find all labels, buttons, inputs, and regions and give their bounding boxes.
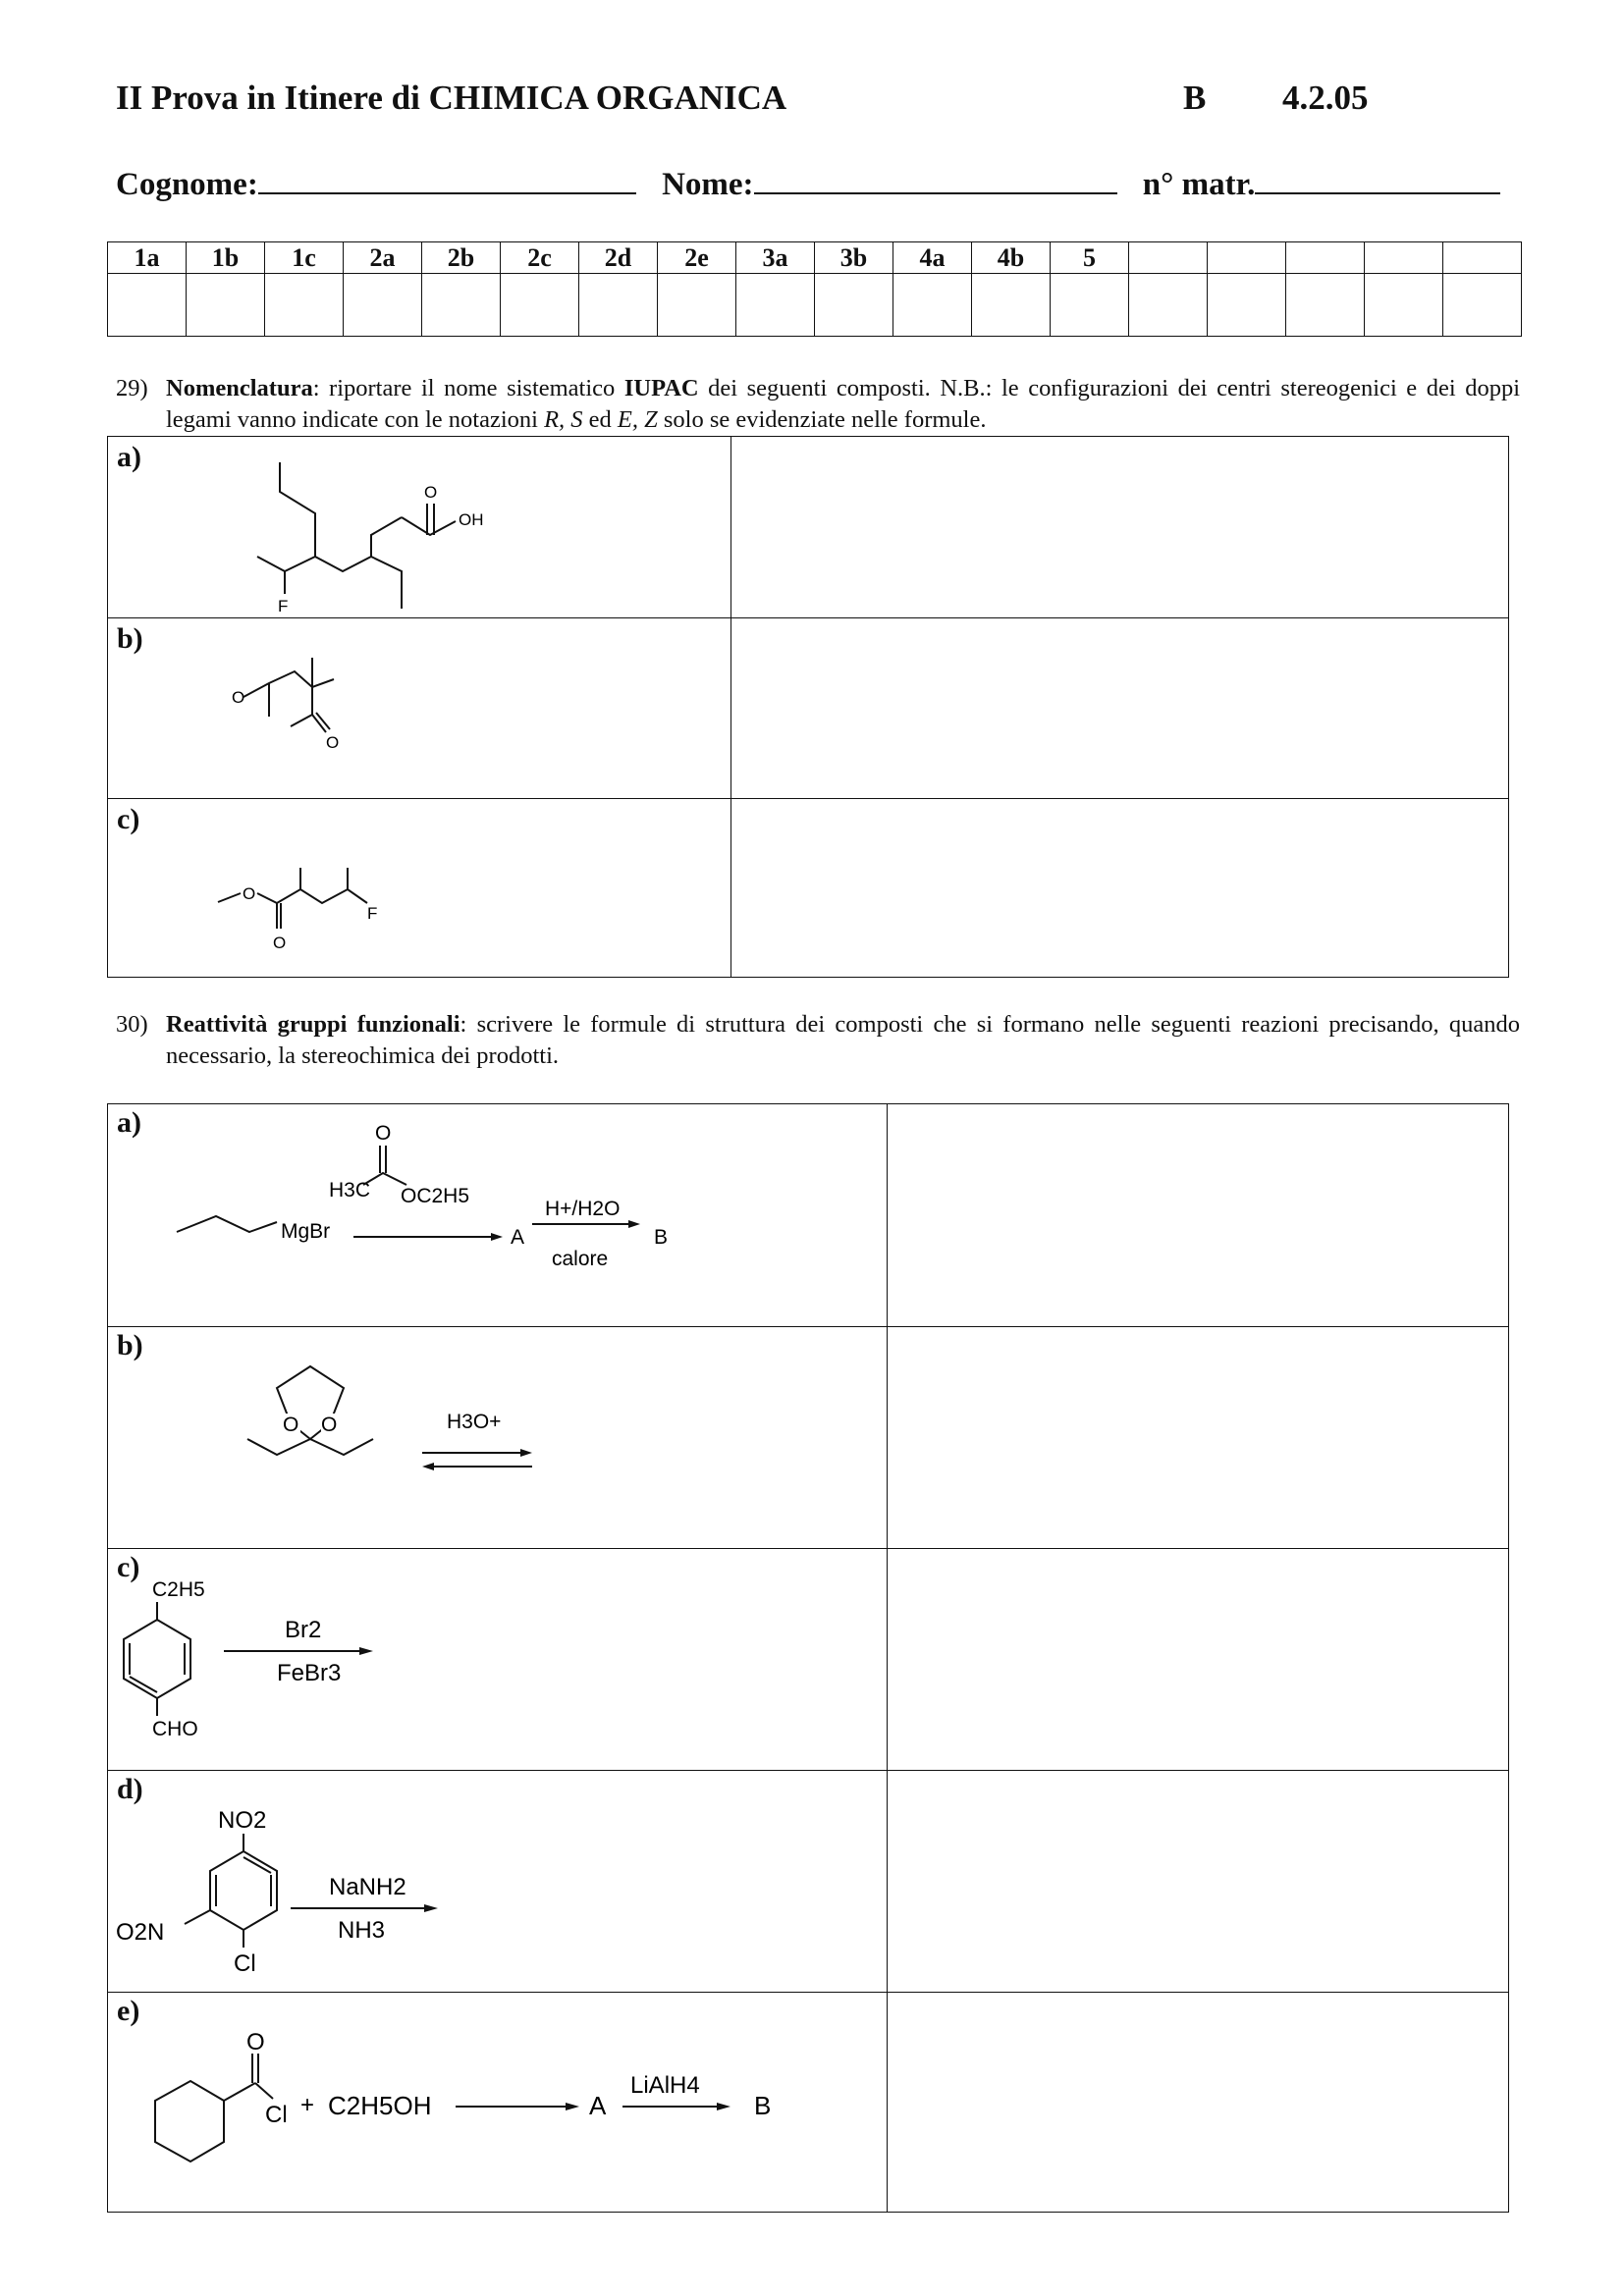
score-col: 2c	[501, 242, 579, 274]
product-b: B	[654, 1226, 669, 1249]
reagent-label: H3O+	[447, 1411, 502, 1433]
atom-label: O	[326, 733, 340, 752]
score-col	[1365, 242, 1443, 274]
question-heading: Reattività gruppi funzionali	[166, 1011, 460, 1038]
score-cell[interactable]	[1443, 274, 1522, 337]
molecule-a-structure	[236, 456, 589, 618]
score-col	[1443, 242, 1522, 274]
score-cell[interactable]	[736, 274, 815, 337]
score-cell[interactable]	[815, 274, 893, 337]
exam-date: 4.2.05	[1282, 79, 1369, 117]
score-col	[1129, 242, 1208, 274]
row-label: b)	[117, 622, 143, 655]
reaction-row-e	[108, 1992, 1508, 2214]
name-field[interactable]	[754, 188, 1117, 194]
reagent-bottom: FeBr3	[277, 1660, 342, 1686]
score-col: 2a	[344, 242, 422, 274]
question-number: 29)	[116, 375, 148, 401]
reagent-bottom: NH3	[338, 1917, 386, 1944]
nomenclature-row-a	[108, 437, 1508, 617]
atom-label: O	[424, 483, 438, 502]
matr-field[interactable]	[1255, 188, 1500, 194]
atom-label: O	[232, 688, 245, 707]
score-col: 1a	[108, 242, 187, 274]
score-cell[interactable]	[265, 274, 344, 337]
question-text: solo se evidenziate nelle formule.	[657, 406, 987, 433]
reagent-label: MgBr	[281, 1220, 331, 1243]
question-text: : riportare il nome sistematico	[312, 375, 624, 401]
student-id-line	[116, 167, 1520, 203]
score-table	[107, 241, 1522, 337]
score-cell[interactable]	[108, 274, 187, 337]
row-label: d)	[117, 1773, 143, 1805]
row-label: c)	[117, 803, 140, 835]
nomenclature-grid	[107, 436, 1509, 978]
reaction-row-b	[108, 1326, 1508, 1548]
ester-right: OC2H5	[401, 1185, 470, 1207]
score-col: 4b	[972, 242, 1051, 274]
substituent-bottom: Cl	[234, 1950, 256, 1977]
matr-label: n° matr.	[1142, 167, 1256, 202]
reaction-c-scheme	[108, 1569, 501, 1765]
atom-label: F	[278, 597, 289, 615]
question-text: dei seguenti composti. N.B.: le configurazioni dei centri stereogenici e dei doppi legami vanno indicate con le notazioni	[166, 375, 1521, 433]
acyl-chloride: Cl	[265, 2102, 288, 2128]
score-cell[interactable]	[1129, 274, 1208, 337]
reaction-d-scheme	[108, 1800, 560, 1993]
name-label: Nome:	[662, 167, 754, 202]
exam-version: B	[1183, 79, 1207, 117]
score-cell[interactable]	[1365, 274, 1443, 337]
score-cell[interactable]	[1051, 274, 1129, 337]
question-29-text	[116, 373, 1520, 436]
conditions-top: H+/H2O	[545, 1198, 621, 1220]
score-col	[1208, 242, 1286, 274]
nomenclature-row-c	[108, 798, 1508, 979]
carbonyl-o: O	[246, 2029, 265, 2056]
score-col: 5	[1051, 242, 1129, 274]
score-cell[interactable]	[972, 274, 1051, 337]
atom-label: F	[367, 904, 378, 923]
score-col: 1b	[187, 242, 265, 274]
row-label: c)	[117, 1551, 140, 1583]
plus-sign: +	[300, 2092, 315, 2118]
ring-oxygen: O	[283, 1414, 299, 1436]
conditions-bottom: calore	[552, 1248, 609, 1270]
atom-label: O	[243, 884, 256, 903]
score-col: 2b	[422, 242, 501, 274]
reaction-row-a	[108, 1104, 1508, 1326]
score-cell[interactable]	[501, 274, 579, 337]
score-cell[interactable]	[893, 274, 972, 337]
reaction-row-c	[108, 1548, 1508, 1770]
question-text: : scrivere le formule di struttura dei composti che si formano nelle seguenti reazioni precisando, quando necessario, la stereochimica dei prodotti.	[166, 1011, 1521, 1069]
row-label: b)	[117, 1329, 143, 1362]
reaction-b-scheme	[226, 1337, 776, 1533]
question-number: 30)	[116, 1011, 148, 1038]
reaction-row-d	[108, 1770, 1508, 1992]
product-a: A	[589, 2091, 607, 2120]
product-a: A	[511, 1226, 525, 1249]
surname-field[interactable]	[258, 188, 636, 194]
question-30-text	[116, 1009, 1520, 1072]
molecule-c-structure	[196, 838, 511, 966]
notation-ez: E, Z	[617, 406, 658, 433]
reaction-e-scheme	[108, 2012, 815, 2209]
ethanol: C2H5OH	[328, 2091, 432, 2120]
score-col: 1c	[265, 242, 344, 274]
row-label: e)	[117, 1995, 140, 2027]
ring-oxygen: O	[321, 1414, 338, 1436]
score-header-row	[108, 242, 1522, 274]
score-cell[interactable]	[187, 274, 265, 337]
question-heading: Nomenclatura	[166, 375, 313, 401]
reagent-top: NaNH2	[329, 1874, 406, 1900]
atom-label: O	[273, 934, 287, 952]
score-col: 3a	[736, 242, 815, 274]
nomenclature-row-b	[108, 617, 1508, 798]
atom-label: OH	[459, 510, 484, 529]
reaction-a-scheme	[167, 1114, 815, 1310]
substituent-top: C2H5	[152, 1578, 205, 1601]
question-text: ed	[582, 406, 618, 433]
substituent-bottom: CHO	[152, 1718, 198, 1740]
score-entry-row	[108, 274, 1522, 337]
row-label: a)	[117, 441, 141, 473]
notation-rs: R, S	[544, 406, 583, 433]
score-cell[interactable]	[658, 274, 736, 337]
ester-left: H3C	[329, 1179, 371, 1201]
reagent-top: Br2	[285, 1617, 322, 1643]
ester-o: O	[375, 1122, 392, 1145]
score-col: 4a	[893, 242, 972, 274]
molecule-b-structure	[196, 628, 452, 775]
score-col: 3b	[815, 242, 893, 274]
page-title: II Prova in Itinere di CHIMICA ORGANICA	[116, 79, 787, 117]
substituent-top: NO2	[218, 1807, 267, 1834]
score-cell[interactable]	[1208, 274, 1286, 337]
score-cell[interactable]	[579, 274, 658, 337]
iupac-label: IUPAC	[623, 375, 699, 401]
product-b: B	[754, 2091, 772, 2120]
surname-label: Cognome:	[116, 167, 258, 202]
row-label: a)	[117, 1106, 141, 1139]
reactivity-grid	[107, 1103, 1509, 2213]
reagent-label: LiAlH4	[630, 2072, 700, 2099]
substituent-left: O2N	[116, 1919, 165, 1946]
score-col: 2e	[658, 242, 736, 274]
score-col	[1286, 242, 1365, 274]
score-cell[interactable]	[1286, 274, 1365, 337]
score-col: 2d	[579, 242, 658, 274]
score-cell[interactable]	[344, 274, 422, 337]
score-cell[interactable]	[422, 274, 501, 337]
